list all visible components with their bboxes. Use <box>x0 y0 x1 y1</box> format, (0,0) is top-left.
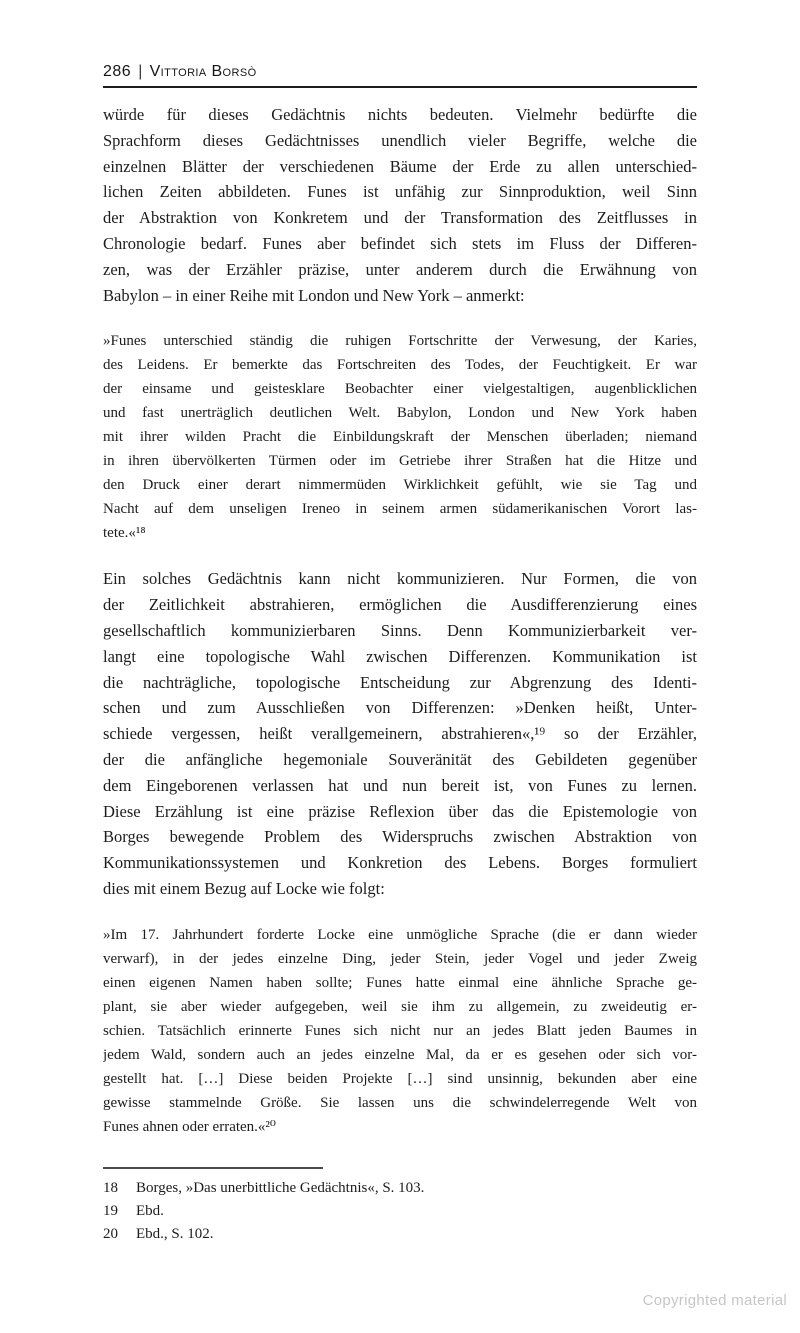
text-line: in ihren übervölkerten Türmen oder im Getriebe ihrer Straßen hat die Hitze und <box>103 453 697 470</box>
text-line: dem Eingeborenen verlassen hat und nun bereit ist, von Funes zu lernen. <box>103 775 697 795</box>
text-line: einzelnen Blätter der verschiedenen Bäume der Erde zu allen unterschied- <box>103 156 697 176</box>
footnote-item <box>103 1177 697 1200</box>
text-line: verwarf), in der jedes einzelne Ding, jeder Stein, jeder Vogel und jeder Zweig <box>103 950 697 967</box>
body-paragraph <box>103 102 697 308</box>
footnote-item <box>103 1200 697 1223</box>
text-line: »Funes unterschied ständig die ruhigen Fortschritte der Verwesung, der Karies, <box>103 333 697 350</box>
text-line: der Zeitlichkeit abstrahieren, ermöglichen die Ausdifferenzierung eines <box>103 595 697 615</box>
text-line: Kommunikationssystemen und Konkretion des Lebens. Borges formuliert <box>103 853 697 873</box>
text-line: zen, was der Erzähler präzise, unter anderem durch die Erwähnung von <box>103 259 697 279</box>
text-line: die nachträgliche, topologische Entscheidung zur Abgrenzung des Identi- <box>103 672 697 692</box>
footnote-number: 18 <box>103 1179 118 1196</box>
block-quote <box>103 329 697 545</box>
text-line: Chronologie bedarf. Funes aber befindet sich stets im Fluss der Differen- <box>103 233 697 253</box>
text-blocks <box>103 102 697 1139</box>
text-line: Borges bewegende Problem des Widerspruchs zwischen Abstraktion von <box>103 827 697 847</box>
text-line: plant, sie aber wieder aufgegeben, weil sie ihm zu allgemein, zu zweideutig er- <box>103 998 697 1015</box>
text-line: Sprachform dieses Gedächtnisses unendlich vieler Begriffe, welche die <box>103 130 697 150</box>
text-line: lichen Zeiten abbildeten. Funes ist unfähig zur Sinnproduktion, weil Sinn <box>103 182 697 202</box>
text-line: gewisse stammelnde Größe. Sie lassen uns die schwindelerregende Welt von <box>103 1094 697 1111</box>
text-line: Babylon – in einer Reihe mit London und New York – anmerkt: <box>103 285 525 305</box>
text-line: des Leidens. Er bemerkte das Fortschreiten des Todes, der Feuchtigkeit. Er war <box>103 357 697 374</box>
running-head <box>103 62 697 88</box>
text-line: Funes ahnen oder erraten.«²⁰ <box>103 1118 276 1135</box>
text-line: langt eine topologische Wahl zwischen Differenzen. Kommunikation ist <box>103 646 697 666</box>
text-column <box>103 0 697 1246</box>
text-line: gestellt hat. […] Diese beiden Projekte […] sind unsinnig, bekunden aber eine <box>103 1070 697 1087</box>
text-line: den Druck einer derart nimmermüden Wirklichkeit gefühlt, wie sie Tag und <box>103 477 697 494</box>
text-line: Diese Erzählung ist eine präzise Reflexion über das die Epistemologie von <box>103 801 697 821</box>
footnote-number: 20 <box>103 1225 118 1242</box>
footnotes-section <box>103 1167 697 1246</box>
text-line: der Abstraktion von Konkretem und der Transformation des Zeitflusses in <box>103 208 697 228</box>
text-line: schien. Tatsächlich erinnerte Funes sich nicht nur an jedes Blatt jeden Baumes in <box>103 1022 697 1039</box>
running-head-author: Vittoria Borsò <box>149 63 257 80</box>
text-line: tete.«¹⁸ <box>103 525 146 542</box>
footnote-text: Ebd. <box>136 1202 164 1219</box>
body-paragraph <box>103 566 697 901</box>
text-line: Ein solches Gedächtnis kann nicht kommunizieren. Nur Formen, die von <box>103 569 697 589</box>
text-line: schiede vergessen, heißt verallgemeinern, abstrahieren«,¹⁹ so der Erzähler, <box>103 724 697 744</box>
text-line: schen und zum Ausschließen von Differenzen: »Denken heißt, Unter- <box>103 698 697 718</box>
text-line: würde für dieses Gedächtnis nichts bedeuten. Vielmehr bedürfte die <box>103 105 697 124</box>
text-line: Nacht auf dem unseligen Ireneo in seinem armen südamerikanischen Vorort las- <box>103 501 697 518</box>
block-quote <box>103 923 697 1139</box>
watermark: Copyrighted material <box>642 1292 787 1309</box>
text-line: der einsame und geistesklare Beobachter einer vielgestaltigen, augenblicklichen <box>103 381 697 398</box>
page-number: 286 <box>103 63 132 80</box>
footnote-number: 19 <box>103 1202 118 1219</box>
footnote-rule <box>103 1167 323 1169</box>
text-line: der die anfängliche hegemoniale Souveränität des Gebildeten gegenüber <box>103 749 697 769</box>
text-line: einen eigenen Namen haben sollte; Funes hatte einmal eine ähnliche Sprache ge- <box>103 974 697 991</box>
text-line: und fast unerträglich deutlichen Welt. Babylon, London und New York haben <box>103 405 697 422</box>
header-separator: | <box>138 63 143 80</box>
footnote-item <box>103 1223 697 1246</box>
text-line: mit ihrer wilden Pracht die Einbildungskraft der Menschen überladen; niemand <box>103 429 697 446</box>
text-line: »Im 17. Jahrhundert forderte Locke eine unmögliche Sprache (die er dann wieder <box>103 926 697 943</box>
text-line: jedem Wald, sondern auch an jedes einzelne Mal, da er es gesehen oder sich vor- <box>103 1046 697 1063</box>
footnote-text: Borges, »Das unerbittliche Gedächtnis«, S. 103. <box>136 1179 425 1196</box>
text-line: dies mit einem Bezug auf Locke wie folgt: <box>103 878 385 898</box>
footnote-text: Ebd., S. 102. <box>136 1225 214 1242</box>
footnote-list <box>103 1177 697 1246</box>
text-line: gesellschaftlich kommunizierbaren Sinns. Denn Kommunizierbarkeit ver- <box>103 620 697 640</box>
